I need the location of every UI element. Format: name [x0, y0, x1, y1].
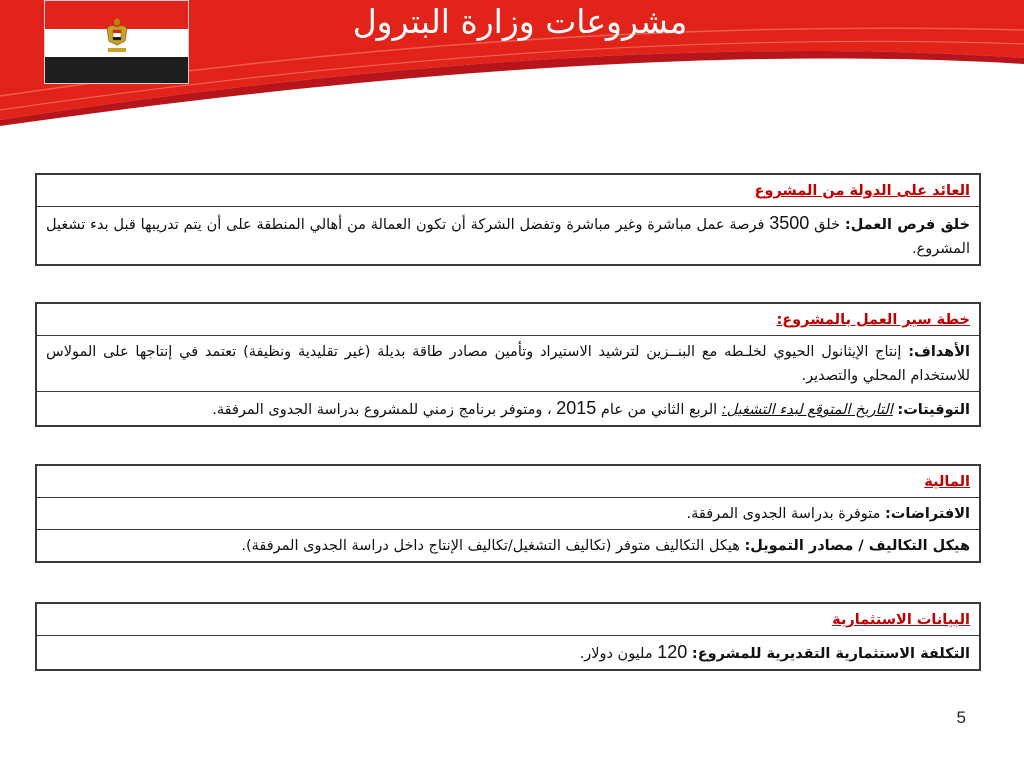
- page-number: 5: [956, 708, 966, 727]
- jobs-number: 3500: [769, 213, 810, 233]
- goals-label: الأهداف:: [908, 344, 970, 360]
- workplan-heading: خطة سير العمل بالمشروع:: [37, 304, 979, 336]
- assumptions-label: الافتراضات:: [885, 506, 970, 522]
- page-title: مشروعات وزارة البترول: [352, 2, 688, 41]
- timing-label: التوقيتات:: [897, 402, 970, 418]
- timing-row: التوقيتات: التاريخ المتوقع لبدء التشغيل: الربع الثاني من عام 2015 ، ومتوفر برنامج زمني للمشروع بدراسة الجدوى المرفقة.: [212, 398, 970, 418]
- goals-row: الأهداف: إنتاج الإيثانول الحيوي لخلـطه مع البنــزين لترشيد الاستيراد وتأمين مصادر طاقة بديلة (غير تقليدية ونظيفة) تعتمد في إنتاجها على المولاس للاستخدام المحلي والتصدير.: [37, 336, 979, 392]
- jobs-row: خلق فرص العمل: خلق 3500 فرصة عمل مباشرة وغير مباشرة وتفضل الشركة أن تكون العمالة من أهالي المنطقة على أن يتم تدريبها قبل بدء تشغيل المشروع.: [46, 213, 971, 257]
- eagle-emblem-icon: [103, 15, 131, 55]
- investment-table: [35, 602, 981, 671]
- costs-label: هيكل التكاليف / مصادر التمويل:: [744, 538, 970, 554]
- jobs-label: خلق فرص العمل:: [844, 217, 971, 233]
- investment-cost-row: التكلفة الاستثمارية التقديرية للمشروع: 120 مليون دولار.: [579, 642, 970, 662]
- finance-heading: المالية: [37, 466, 979, 498]
- investment-cost-label: التكلفة الاستثمارية التقديرية للمشروع:: [691, 646, 970, 662]
- assumptions-row: الافتراضات: متوفرة بدراسة الجدوى المرفقة.: [37, 498, 979, 530]
- returns-heading: العائد على الدولة من المشروع: [37, 175, 979, 207]
- returns-table: [35, 173, 981, 266]
- investment-cost-number: 120: [657, 642, 688, 662]
- investment-heading: البيانات الاستثمارية: [37, 604, 979, 636]
- workplan-table: [35, 302, 981, 427]
- egypt-flag-icon: [44, 0, 189, 84]
- finance-table: [35, 464, 981, 563]
- costs-row: هيكل التكاليف / مصادر التمويل: هيكل التكاليف متوفر (تكاليف التشغيل/تكاليف الإنتاج داخل دراسة الجدوى المرفقة).: [241, 538, 970, 554]
- timing-year: 2015: [556, 398, 597, 418]
